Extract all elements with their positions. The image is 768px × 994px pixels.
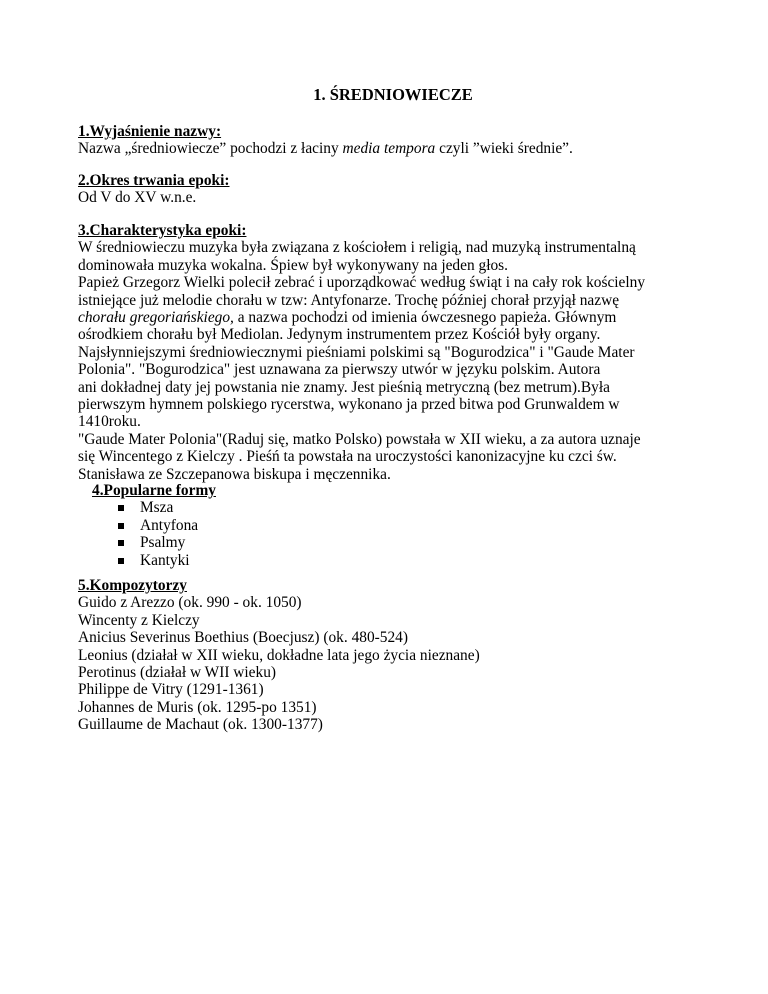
square-bullet-icon bbox=[118, 558, 124, 564]
section-name-explanation bbox=[78, 123, 698, 158]
text-span: a nazwa pochodzi od imienia ówczesnego papieża. Głównym bbox=[233, 309, 617, 327]
composer-line: Johannes de Muris (ok. 1295-po 1351) bbox=[78, 698, 317, 716]
text-span: czyli ”wieki średnie”. bbox=[435, 140, 573, 158]
paragraph-line: Najsłynniejszymi średniowiecznymi pieśniami polskimi są "Bogurodzica" i "Gaude Mater bbox=[78, 343, 635, 361]
paragraph-line: 1410roku. bbox=[78, 413, 141, 431]
section-composers bbox=[78, 577, 698, 734]
section-period bbox=[78, 172, 698, 207]
list-item-label: Psalmy bbox=[140, 534, 186, 552]
composer-line: Guillaume de Machaut (ok. 1300-1377) bbox=[78, 716, 323, 734]
square-bullet-icon bbox=[118, 523, 124, 529]
list-item-label: Msza bbox=[140, 499, 174, 517]
section-heading: 5.Kompozytorzy bbox=[78, 577, 187, 594]
section-heading: 4.Popularne formy bbox=[92, 482, 216, 499]
composer-line: Guido z Arezzo (ok. 990 - ok. 1050) bbox=[78, 594, 302, 612]
paragraph-line: dominowała muzyka wokalna. Śpiew był wykonywany na jeden głos. bbox=[78, 256, 508, 274]
paragraph-line: W średniowieczu muzyka była związana z kościołem i religią, nad muzyką instrumentalną bbox=[78, 239, 636, 257]
section-heading: 2.Okres trwania epoki: bbox=[78, 172, 230, 189]
paragraph-line: "Gaude Mater Polonia"(Raduj się, matko Polsko) powstała w XII wieku, a za autora uznaje bbox=[78, 430, 641, 448]
composer-line: Philippe de Vitry (1291-1361) bbox=[78, 681, 264, 699]
forms-list bbox=[92, 499, 712, 569]
list-item bbox=[116, 517, 712, 534]
composer-line: Wincenty z Kielczy bbox=[78, 611, 200, 629]
paragraph-line: Papież Grzegorz Wielki polecił zebrać i uporządkować według świąt i na cały rok kościelny bbox=[78, 274, 646, 292]
paragraph-line bbox=[78, 140, 698, 157]
composer-line: Anicius Severinus Boethius (Boecjusz) (ok. 480-524) bbox=[78, 629, 408, 647]
paragraph-line: istniejące już melodie chorału w tzw: Antyfonarze. Trochę później chorał przyjął nazwę bbox=[78, 291, 620, 309]
paragraph-line: Polonia". "Bogurodzica" jest uznawana za pierwszy utwór w języku polskim. Autora bbox=[78, 361, 601, 379]
paragraph-line: Od V do XV w.n.e. bbox=[78, 189, 197, 207]
paragraph-line: się Wincentego z Kielczy . Pieśń ta powstała na uroczystości kanonizacyjne ku czci św. bbox=[78, 448, 617, 466]
paragraph-line: ośrodkiem chorału był Mediolan. Jedynym instrumentem przez Kościół były organy. bbox=[78, 326, 601, 344]
list-item-label: Antyfona bbox=[140, 516, 199, 534]
paragraph-line: ani dokładnej daty jej powstania nie znamy. Jest pieśnią metryczną (bez metrum).Była bbox=[78, 378, 610, 396]
italic-term: media tempora bbox=[342, 140, 436, 158]
paragraph-line: Stanisława ze Szczepanowa biskupa i męczennika. bbox=[78, 465, 391, 483]
list-item-label: Kantyki bbox=[140, 551, 190, 569]
section-popular-forms bbox=[92, 482, 712, 569]
square-bullet-icon bbox=[118, 505, 124, 511]
italic-term: chorału gregoriańskiego, bbox=[78, 309, 234, 327]
section-heading: 3.Charakterystyka epoki: bbox=[78, 222, 247, 239]
composer-line: Perotinus (działał w WII wieku) bbox=[78, 664, 277, 682]
text-span: Nazwa „średniowiecze” pochodzi z łaciny bbox=[78, 140, 343, 158]
document-title: 1. ŚREDNIOWIECZE bbox=[313, 85, 473, 104]
section-characteristics bbox=[78, 222, 698, 483]
list-item bbox=[116, 534, 712, 551]
paragraph-line: pierwszym hymnem polskiego rycerstwa, wykonano ja przed bitwa pod Grunwaldem w bbox=[78, 396, 620, 414]
square-bullet-icon bbox=[118, 540, 124, 546]
section-heading: 1.Wyjaśnienie nazwy: bbox=[78, 123, 222, 140]
composer-line: Leonius (działał w XII wieku, dokładne lata jego życia nieznane) bbox=[78, 646, 480, 664]
list-item bbox=[116, 552, 712, 569]
paragraph-line bbox=[78, 309, 698, 326]
list-item bbox=[116, 499, 712, 516]
